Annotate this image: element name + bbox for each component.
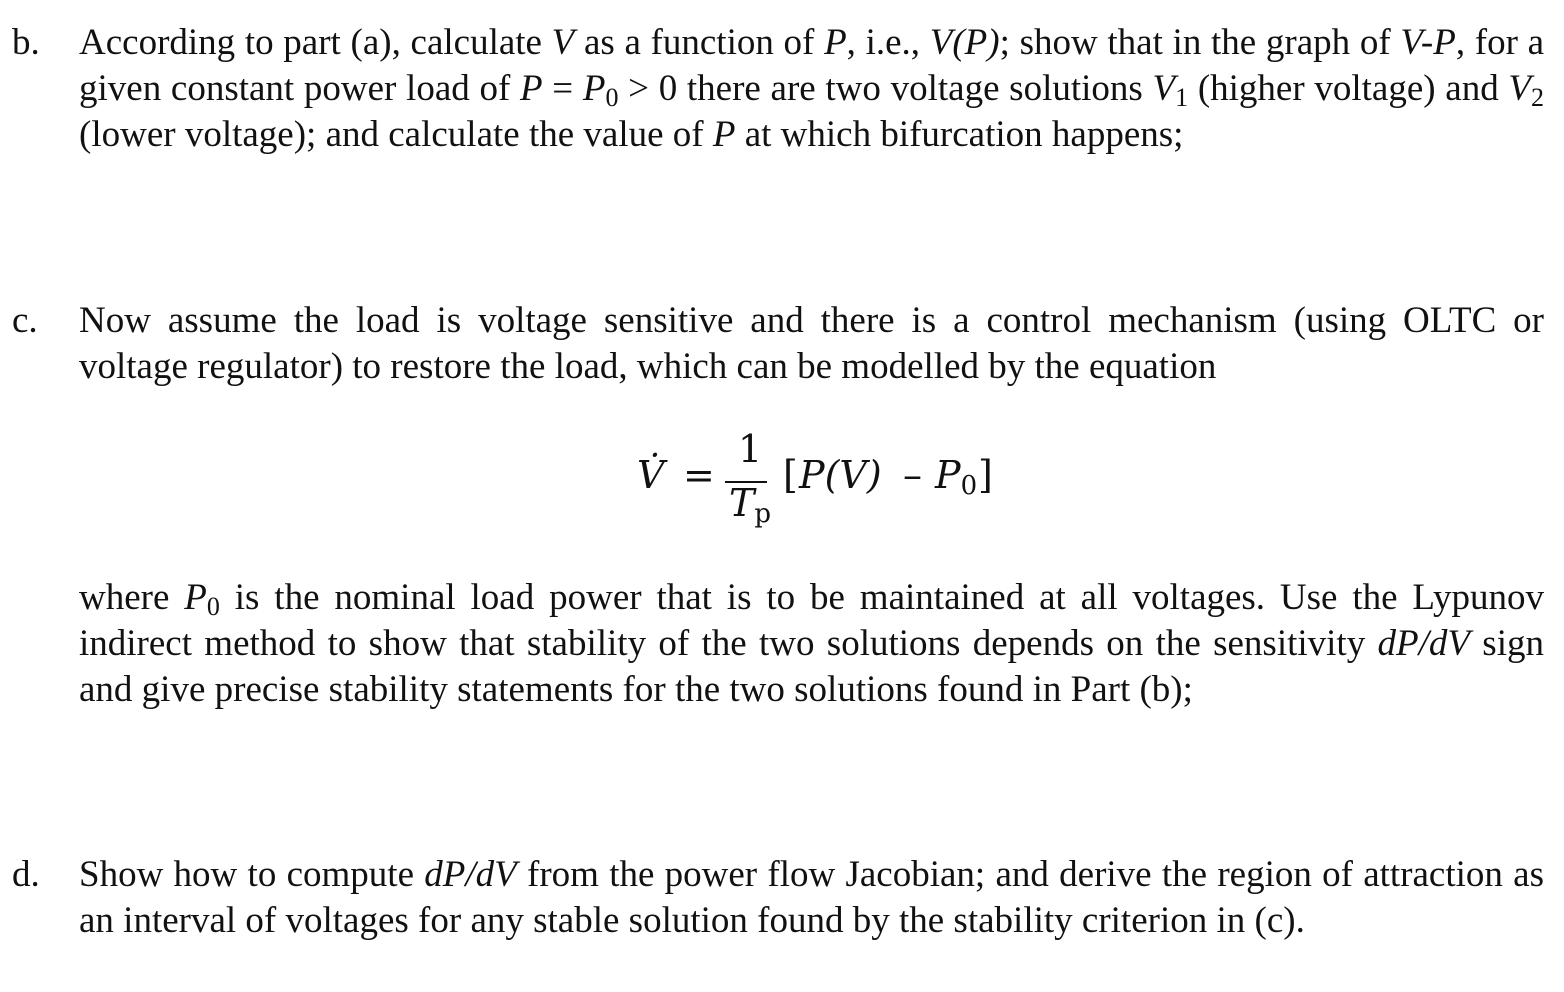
part-b-label: b. [12, 22, 40, 63]
part-c-label: c. [12, 300, 38, 341]
eq-minus: – [903, 453, 922, 497]
part-c-text: where $P_0$ is the nominal load power that is to be maintained at all voltages. Use the Lypunov indirect method to show that stability of the two solutions depends on the sensitivity dP/dV sign and give precise stability statements for the two solutions found in Part (b); [79, 577, 1544, 710]
eq-bracket-open: [ [783, 453, 798, 497]
eq-function: P(V) [799, 453, 882, 497]
eq-numerator: 1 [738, 427, 763, 471]
part-b-text: According to part (a), calculate V as a function of P, i.e., V(P); show that in the graph of V-P, for a given constant power load of $P = P_0 > 0$ there are two voltage solutions $V_1$ (higher voltage) and $V_2$ (lower voltage); and calculate the value of P at which bifurcation happens; [79, 22, 1544, 155]
part-d-text: Show how to compute dP/dV from the power flow Jacobian; and derive the region of attraction as an interval of voltages for any stable solution found by the stability criterion in (c). [79, 854, 1544, 941]
part-d-label: d. [12, 854, 40, 895]
part-c-intro: Now assume the load is voltage sensitive and there is a control mechanism (using OLTC or voltage regulator) to restore the load, which can be modelled by the equation [79, 300, 1544, 387]
eq-lhs: V̇ [637, 453, 665, 497]
load-restoration-equation [0, 425, 1564, 535]
eq-equals: = [683, 453, 715, 497]
eq-bracket-close: ] [978, 453, 993, 497]
eq-denominator: $T_p$ [729, 481, 772, 529]
eq-rhs-p0: $P_0$ [935, 453, 978, 501]
